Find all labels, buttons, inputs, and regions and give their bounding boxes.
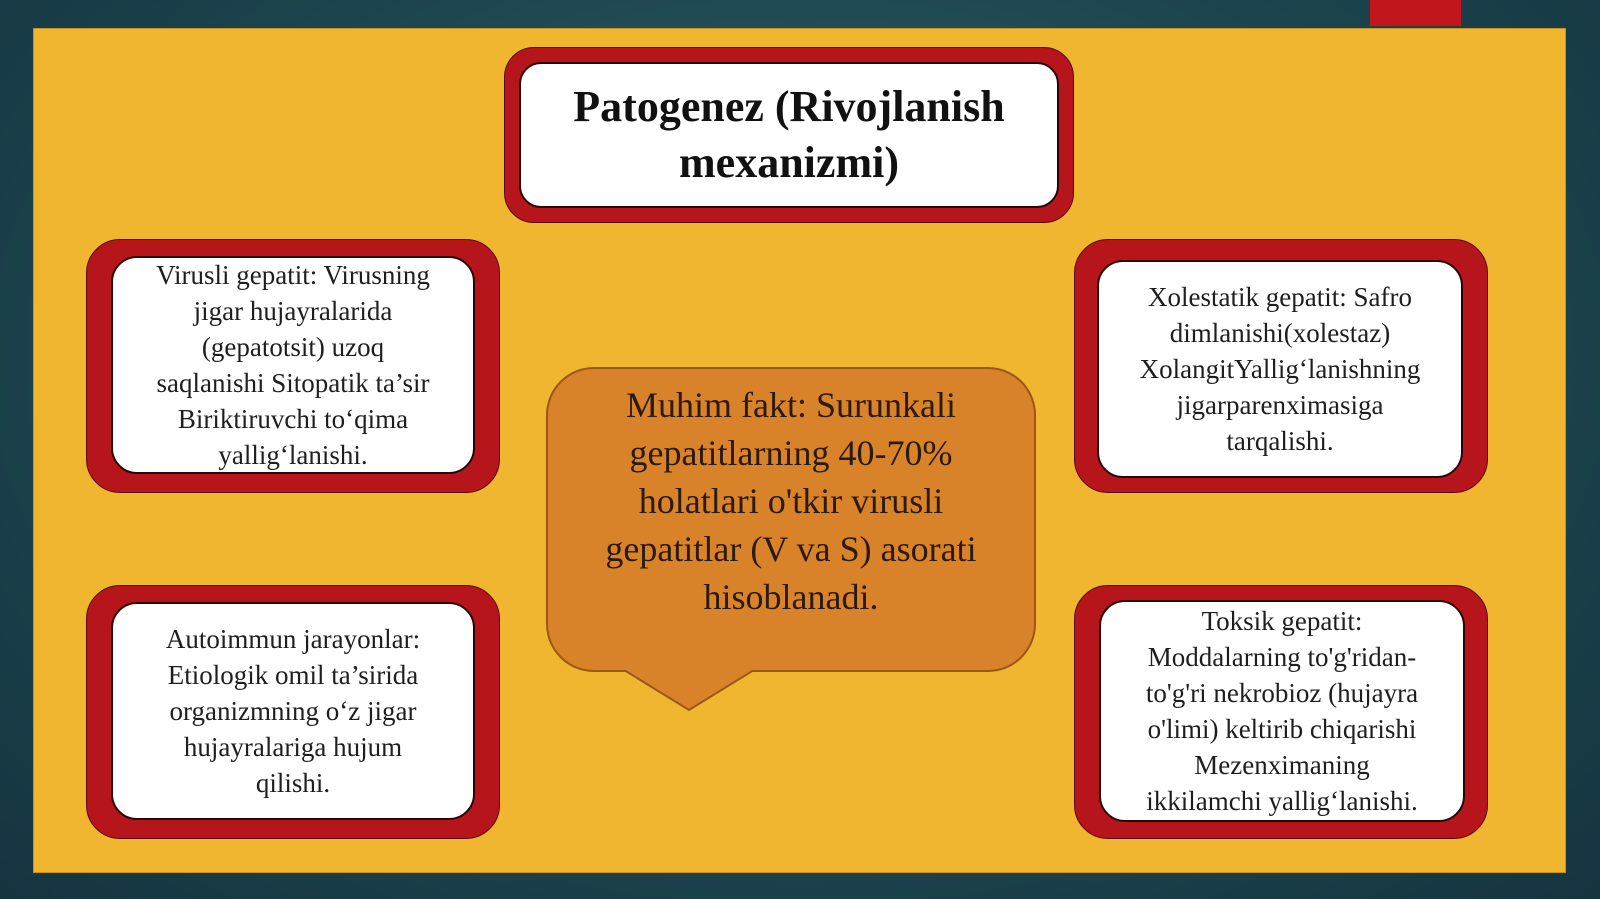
cholestatic-hepatitis-frame xyxy=(1074,239,1488,493)
autoimmune-text: Autoimmun jarayonlar: Etiologik omil ta’sirida organizmning o‘z jigar hujayralariga hujum qilishi. xyxy=(165,624,421,798)
title-frame xyxy=(504,47,1074,223)
autoimmune-card xyxy=(111,602,475,820)
callout-pointer xyxy=(624,670,754,712)
autoimmune-frame xyxy=(86,585,500,839)
title-box xyxy=(519,62,1059,208)
viral-hepatitis-text: Virusli gepatit: Virusning jigar hujayralarida (gepatotsit) uzoq saqlanishi Sitopatik ta’sir Biriktiruvchi to‘qima yallig‘lanishi. xyxy=(156,260,430,470)
slide-title: Patogenez (Rivojlanish mexanizmi) xyxy=(573,82,1005,187)
viral-hepatitis-card xyxy=(111,256,475,474)
toxic-hepatitis-frame xyxy=(1074,585,1488,839)
toxic-hepatitis-text: Toksik gepatit: Moddalarning to'g'ridan- to'g'ri nekrobioz (hujayra o'limi) keltirib chiqarishi Mezenximaning ikkilamchi yallig‘lanishi. xyxy=(1145,606,1419,816)
viral-hepatitis-frame xyxy=(86,239,500,493)
toxic-hepatitis-card xyxy=(1099,600,1465,822)
cholestatic-hepatitis-text: Xolestatik gepatit: Safro dimlanishi(xolestaz) XolangitYallig‘lanishning jigarparenximasiga tarqalishi. xyxy=(1139,282,1421,456)
key-fact-callout xyxy=(546,367,1036,672)
key-fact-text: Muhim fakt: Surunkali gepatitlarning 40-70% holatlari o'tkir virusli gepatitlar (V va S) asorati hisoblanadi. xyxy=(605,385,977,617)
cholestatic-hepatitis-card xyxy=(1097,260,1463,478)
corner-accent-tab xyxy=(1370,0,1461,26)
